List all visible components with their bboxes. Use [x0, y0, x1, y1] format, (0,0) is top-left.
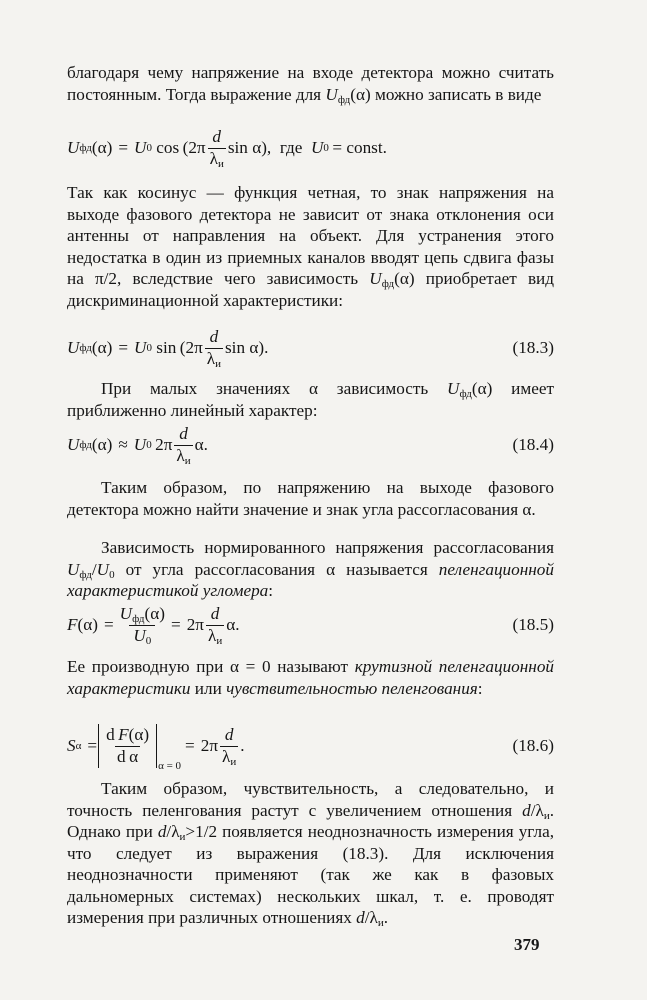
paragraph-6: Ее производную при α = 0 называют крутизной пеленгационной характеристики или чувствительностью пеленгования: [67, 657, 555, 698]
paragraph-1: благодаря чему напряжение на входе детектора можно считать постоянным. Тогда выражение для $U_{фд}(\alpha)$ можно записать в виде [67, 63, 554, 106]
equation-18-4: U фд (α) ≈ U 0 2π $\frac{d}{\lambda_и}$ α. (18.4) [67, 424, 554, 467]
equation-number: (18.3) [512, 338, 554, 357]
paragraph-5: Зависимость нормированного напряжения рассогласования $U_{фд}/U_0$ от угла рассогласования α называется пеленгационной характеристикой угломера: [67, 538, 554, 600]
equation-18-3: U фд (α) = U 0 sin (2π $\frac{d}{\lambda_и}$ sin α). (18.3) [67, 327, 554, 370]
term-slope: крутизной пеленгационной характеристики [67, 657, 555, 698]
term-sensitivity: чувствительностью пеленгования [226, 678, 478, 698]
paragraph-7: Таким образом, чувствительность, а следовательно, и точность пеленгования растут с увеличением отношения $d/\lambda_и$. Однако при $d/\lambda_и>1/2$ появляется неоднозначность измерения угла, что следует из выражения (18.3). Для исключения неоднозначности применяют (так же как в фазовых дальномерных системах) нескольких шкал, т. е. проводят измерения при различных отношениях $d/\lambda_и$. [67, 779, 554, 929]
equation-number: (18.4) [512, 435, 554, 454]
eq1-where: где [279, 138, 303, 157]
term-bearing-characteristic: пеленгационной характеристикой угломера [67, 559, 554, 600]
paragraph-2: Так как косинус — функция четная, то знак напряжения на выходе фазового детектора не зависит от знака отклонения оси антенны от направления на объект. Для устранения этого недостатка в один из приемных каналов вводят цепь сдвига фазы на π/2, вследствие чего зависимость $U_{фд}(\alpha)$ приобретает вид дискриминационной характеристики: [67, 183, 554, 310]
equation-18-6: S α = $\frac{\text{d F(α)}}{\text{d α}}$ α = 0 = 2π $\frac{d}{\lambda_и}$ . (18.6) [67, 725, 554, 772]
equation-18-5: F (α) = $\frac{U_{фд}(\alpha)}{U_0}$ = 2π $\frac{d}{\lambda_и}$ α. (18.5) [67, 604, 554, 647]
paragraph-4: Таким образом, по напряжению на выходе фазового детектора можно найти значение и знак угла рассогласования α. [67, 478, 554, 519]
equation-1: U фд (α) = U 0 cos (2π $\frac{d}{\lambda_и}$ sin α), где U 0 = const. [67, 127, 387, 170]
equation-number: (18.5) [512, 615, 554, 634]
eq1-const: = const. [332, 138, 387, 157]
equation-number: (18.6) [512, 736, 554, 755]
paragraph-3: При малых значениях α зависимость $U_{фд}(\alpha)$ имеет приближенно линейный характер: [67, 379, 555, 420]
page-number: 379 [514, 935, 540, 954]
